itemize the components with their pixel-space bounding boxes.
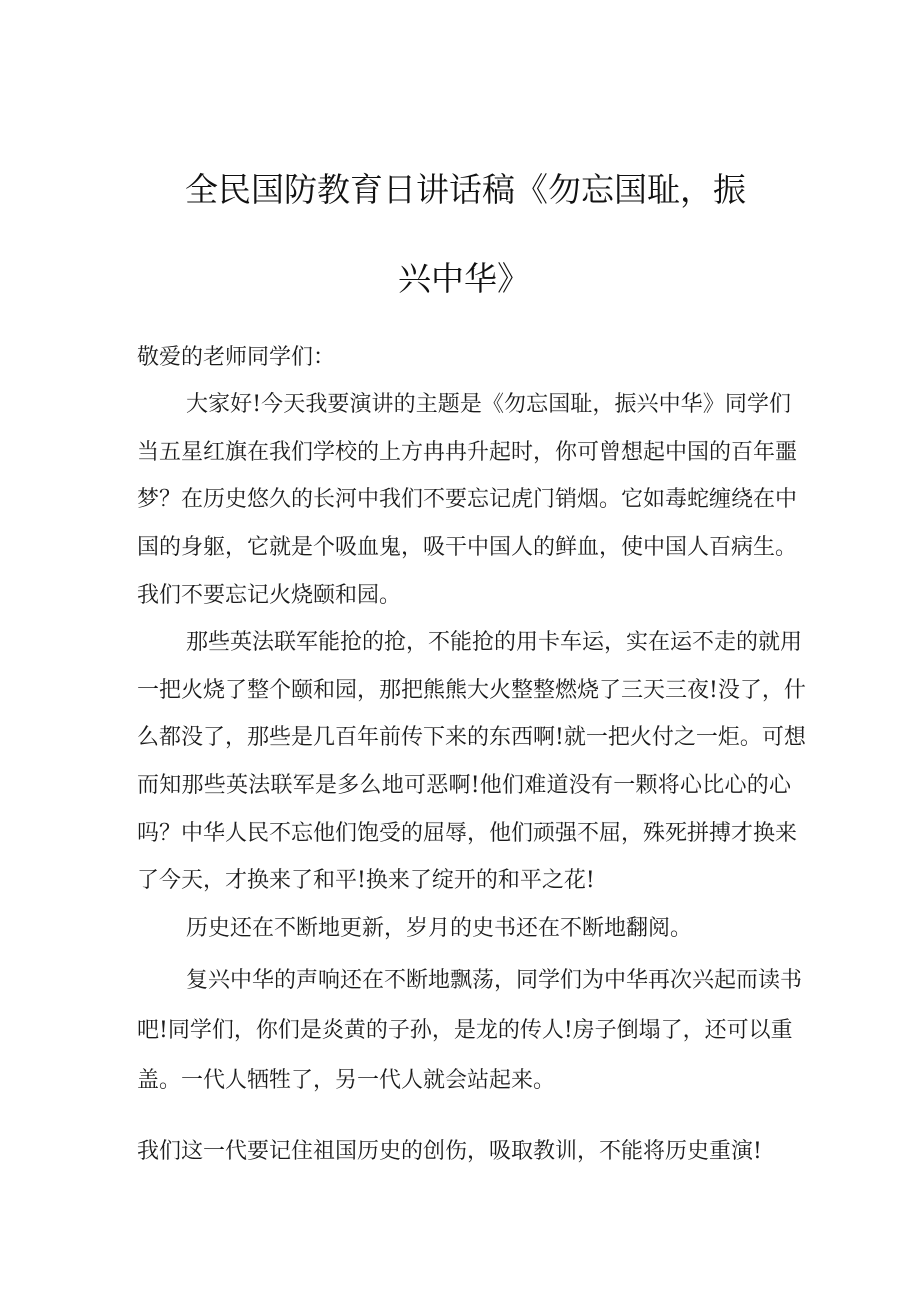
document-title-line-1: 全民国防教育日讲话稿《勿忘国耻，振 <box>185 170 746 209</box>
document-title-line-2: 兴中华》 <box>398 259 530 298</box>
paragraph-1-line-3: 梦？在历史悠久的长河中我们不要忘记虎门销烟。它如毒蛇缠绕在中 <box>137 487 798 512</box>
paragraph-1-line-2: 当五星红旗在我们学校的上方冉冉升起时，你可曾想起中国的百年噩 <box>137 440 798 465</box>
paragraph-2-line-1: 那些英法联军能抢的抢，不能抢的用卡车运，实在运不走的就用 <box>186 630 803 655</box>
paragraph-2-line-3: 么都没了，那些是几百年前传下来的东西啊!就一把火付之一炬。可想 <box>137 725 806 750</box>
paragraph-4-line-1: 复兴中华的声响还在不断地飘荡，同学们为中华再次兴起而读书 <box>186 968 803 993</box>
paragraph-4-line-2: 吧!同学们，你们是炎黄的子孙，是龙的传人!房子倒塌了，还可以重 <box>137 1018 793 1043</box>
paragraph-1-line-4: 国的身躯，它就是个吸血鬼，吸干中国人的鲜血，使中国人百病生。 <box>137 535 798 560</box>
paragraph-5-line-1: 我们这一代要记住祖国历史的创伤，吸取教训，不能将历史重演! <box>137 1139 762 1164</box>
paragraph-2-line-4: 而知那些英法联军是多么地可恶啊!他们难道没有一颗将心比心的心 <box>137 773 791 798</box>
paragraph-1-line-5: 我们不要忘记火烧颐和园。 <box>137 583 402 608</box>
paragraph-2-line-2: 一把火烧了整个颐和园，那把熊熊大火整整燃烧了三天三夜!没了，什 <box>137 678 806 703</box>
paragraph-3-line-1: 历史还在不断地更新，岁月的史书还在不断地翻阅。 <box>186 916 693 941</box>
salutation: 敬爱的老师同学们： <box>137 345 336 370</box>
paragraph-2-line-5: 吗？中华人民不忘他们饱受的屈辱，他们顽强不屈，殊死拼搏才换来 <box>137 821 798 846</box>
paragraph-2-line-6: 了今天，才换来了和平!换来了绽开的和平之花! <box>137 868 595 893</box>
paragraph-1-line-1: 大家好!今天我要演讲的主题是《勿忘国耻，振兴中华》同学们 <box>186 392 791 417</box>
paragraph-4-line-3: 盖。一代人牺牲了，另一代人就会站起来。 <box>137 1068 556 1093</box>
